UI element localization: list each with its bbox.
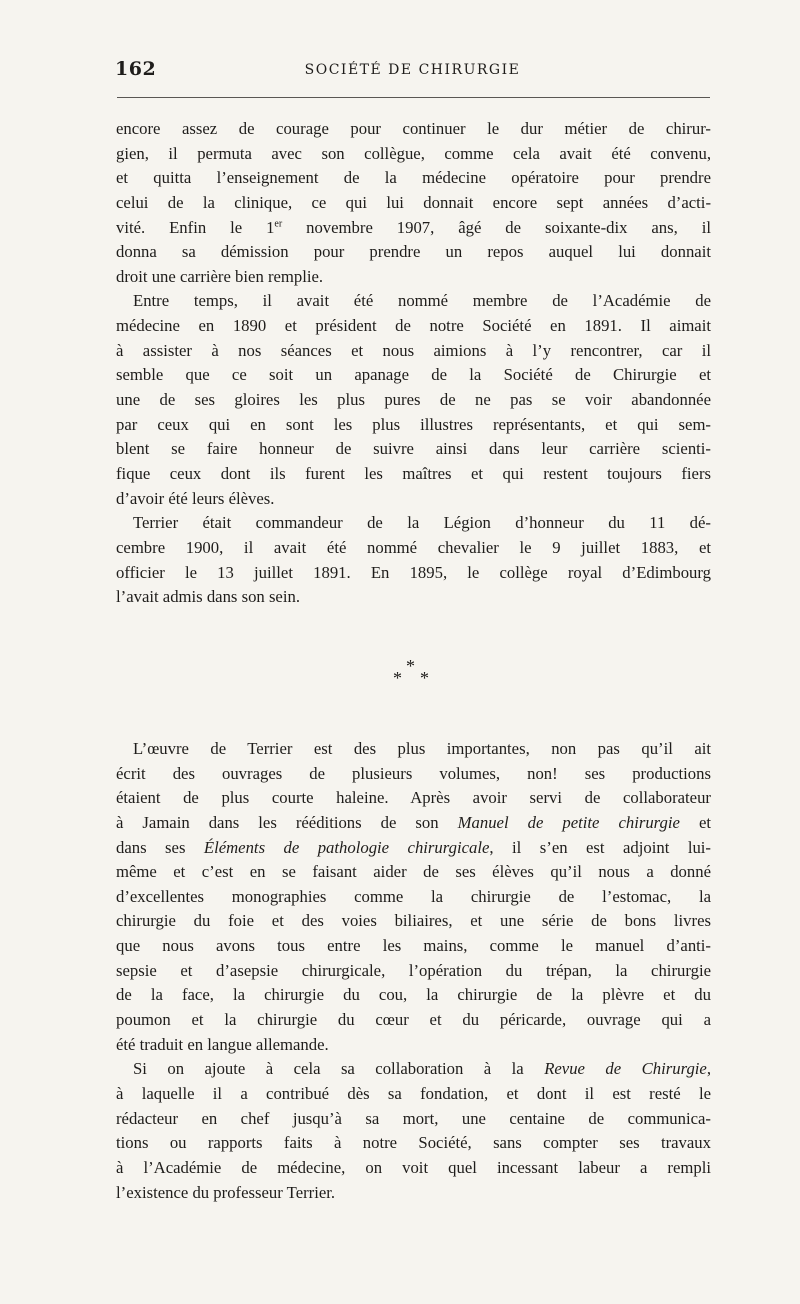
text-line: Entre temps, il avait été nommé membre de l’Académie de	[133, 291, 711, 311]
asterisk: *	[420, 668, 429, 688]
text-line: gien, il permuta avec son collègue, comme cela avait été convenu,	[116, 143, 711, 163]
text-line: poumon et la chirurgie du cœur et du péricarde, ouvrage qui a	[116, 1010, 711, 1030]
text-line: de la face, la chirurgie du cou, la chirurgie de la plèvre et du	[116, 985, 711, 1005]
superscript: er	[274, 218, 283, 229]
text-fragment: dans ses	[116, 837, 204, 857]
text-fragment: à Jamain dans les rééditions de son	[116, 812, 458, 832]
text-line: écrit des ouvrages de plusieurs volumes, non! ses productions	[116, 763, 711, 783]
text-line: tions ou rapports faits à notre Société, sans compter ses travaux	[116, 1133, 711, 1153]
text-fragment: Si on ajoute à cela sa collaboration à la	[133, 1059, 545, 1079]
text-line: rédacteur en chef jusqu’à sa mort, une centaine de communica-	[116, 1108, 711, 1128]
text-line: l’existence du professeur Terrier.	[116, 1182, 336, 1202]
text-line: d’avoir été leurs élèves.	[116, 488, 275, 508]
text-line: blent se faire honneur de suivre ainsi dans leur carrière scienti-	[116, 439, 711, 459]
text-line	[116, 1057, 711, 1082]
book-title-italic: Manuel de petite chirurgie	[457, 812, 680, 832]
text-line: une de ses gloires les plus pures de ne pas se voir abandonnée	[116, 390, 711, 410]
text-line: étaient de plus courte haleine. Après avoir servi de collaborateur	[116, 788, 711, 808]
page-number: 162	[115, 58, 157, 80]
text-line: droit une carrière bien remplie.	[116, 266, 324, 286]
text-line: à assister à nos séances et nous aimions à l’y rencontrer, car il	[116, 340, 711, 360]
text-line	[116, 836, 711, 861]
text-line: d’excellentes monographies comme la chirurgie de l’estomac, la	[116, 886, 711, 906]
text-line: sepsie et d’asepsie chirurgicale, l’opération du trépan, la chirurgie	[116, 960, 711, 980]
running-title: SOCIÉTÉ DE CHIRURGIE	[304, 62, 521, 78]
text-line: et quitta l’enseignement de la médecine opératoire pour prendre	[116, 168, 711, 188]
text-fragment: , il s’en est adjoint lui-	[489, 837, 711, 857]
text-section-2	[116, 737, 711, 1205]
text-line: été traduit en langue allemande.	[116, 1034, 329, 1054]
text-line: à laquelle il a contribué dès sa fondation, et dont il est resté le	[116, 1083, 711, 1103]
text-section-1	[116, 117, 711, 610]
asterisk: *	[393, 668, 402, 688]
journal-title-italic: Revue de Chirurgie	[544, 1059, 707, 1079]
text-line: fique ceux dont ils furent les maîtres et qui restent toujours fiers	[116, 463, 711, 483]
text-line: L’œuvre de Terrier est des plus importantes, non pas qu’il ait	[133, 739, 711, 758]
text-line	[116, 216, 711, 241]
page-header	[115, 58, 710, 86]
text-line: encore assez de courage pour continuer le dur métier de chirur-	[116, 119, 711, 138]
text-fragment: et	[679, 812, 711, 832]
text-line: à l’Académie de médecine, on voit quel incessant labeur a rempli	[116, 1157, 711, 1177]
text-line: médecine en 1890 et président de notre Société en 1891. Il aimait	[116, 316, 711, 336]
text-line: semble que ce soit un apanage de la Société de Chirurgie et	[116, 365, 711, 385]
book-title-italic: Éléments de pathologie chirurgicale	[203, 837, 490, 857]
text-fragment: novembre 1907, âgé de soixante-dix ans, il	[282, 217, 711, 237]
text-line: l’avait admis dans son sein.	[116, 587, 300, 607]
text-line: même et c’est en se faisant aider de ses élèves qu’il nous a donné	[116, 862, 711, 882]
header-rule	[117, 97, 710, 98]
text-line: donna sa démission pour prendre un repos auquel lui donnait	[116, 242, 711, 262]
section-separator	[385, 656, 437, 694]
text-line	[116, 811, 711, 836]
text-line: par ceux qui en sont les plus illustres représentants, et qui sem-	[116, 414, 711, 434]
text-line: celui de la clinique, ce qui lui donnait encore sept années d’acti-	[116, 192, 711, 212]
text-fragment: vité. Enfin le 1	[116, 217, 275, 237]
text-line: officier le 13 juillet 1891. En 1895, le collège royal d’Edimbourg	[116, 562, 711, 582]
text-line: Terrier était commandeur de la Légion d’honneur du 11 dé-	[133, 513, 711, 533]
text-line: cembre 1900, il avait été nommé chevalier le 9 juillet 1883, et	[116, 537, 711, 557]
text-line: que nous avons tous entre les mains, comme le manuel d’anti-	[116, 936, 711, 956]
text-line: chirurgie du foie et des voies biliaires, et une série de bons livres	[116, 911, 711, 931]
text-fragment: ,	[706, 1059, 711, 1079]
asterisk: *	[406, 656, 415, 676]
